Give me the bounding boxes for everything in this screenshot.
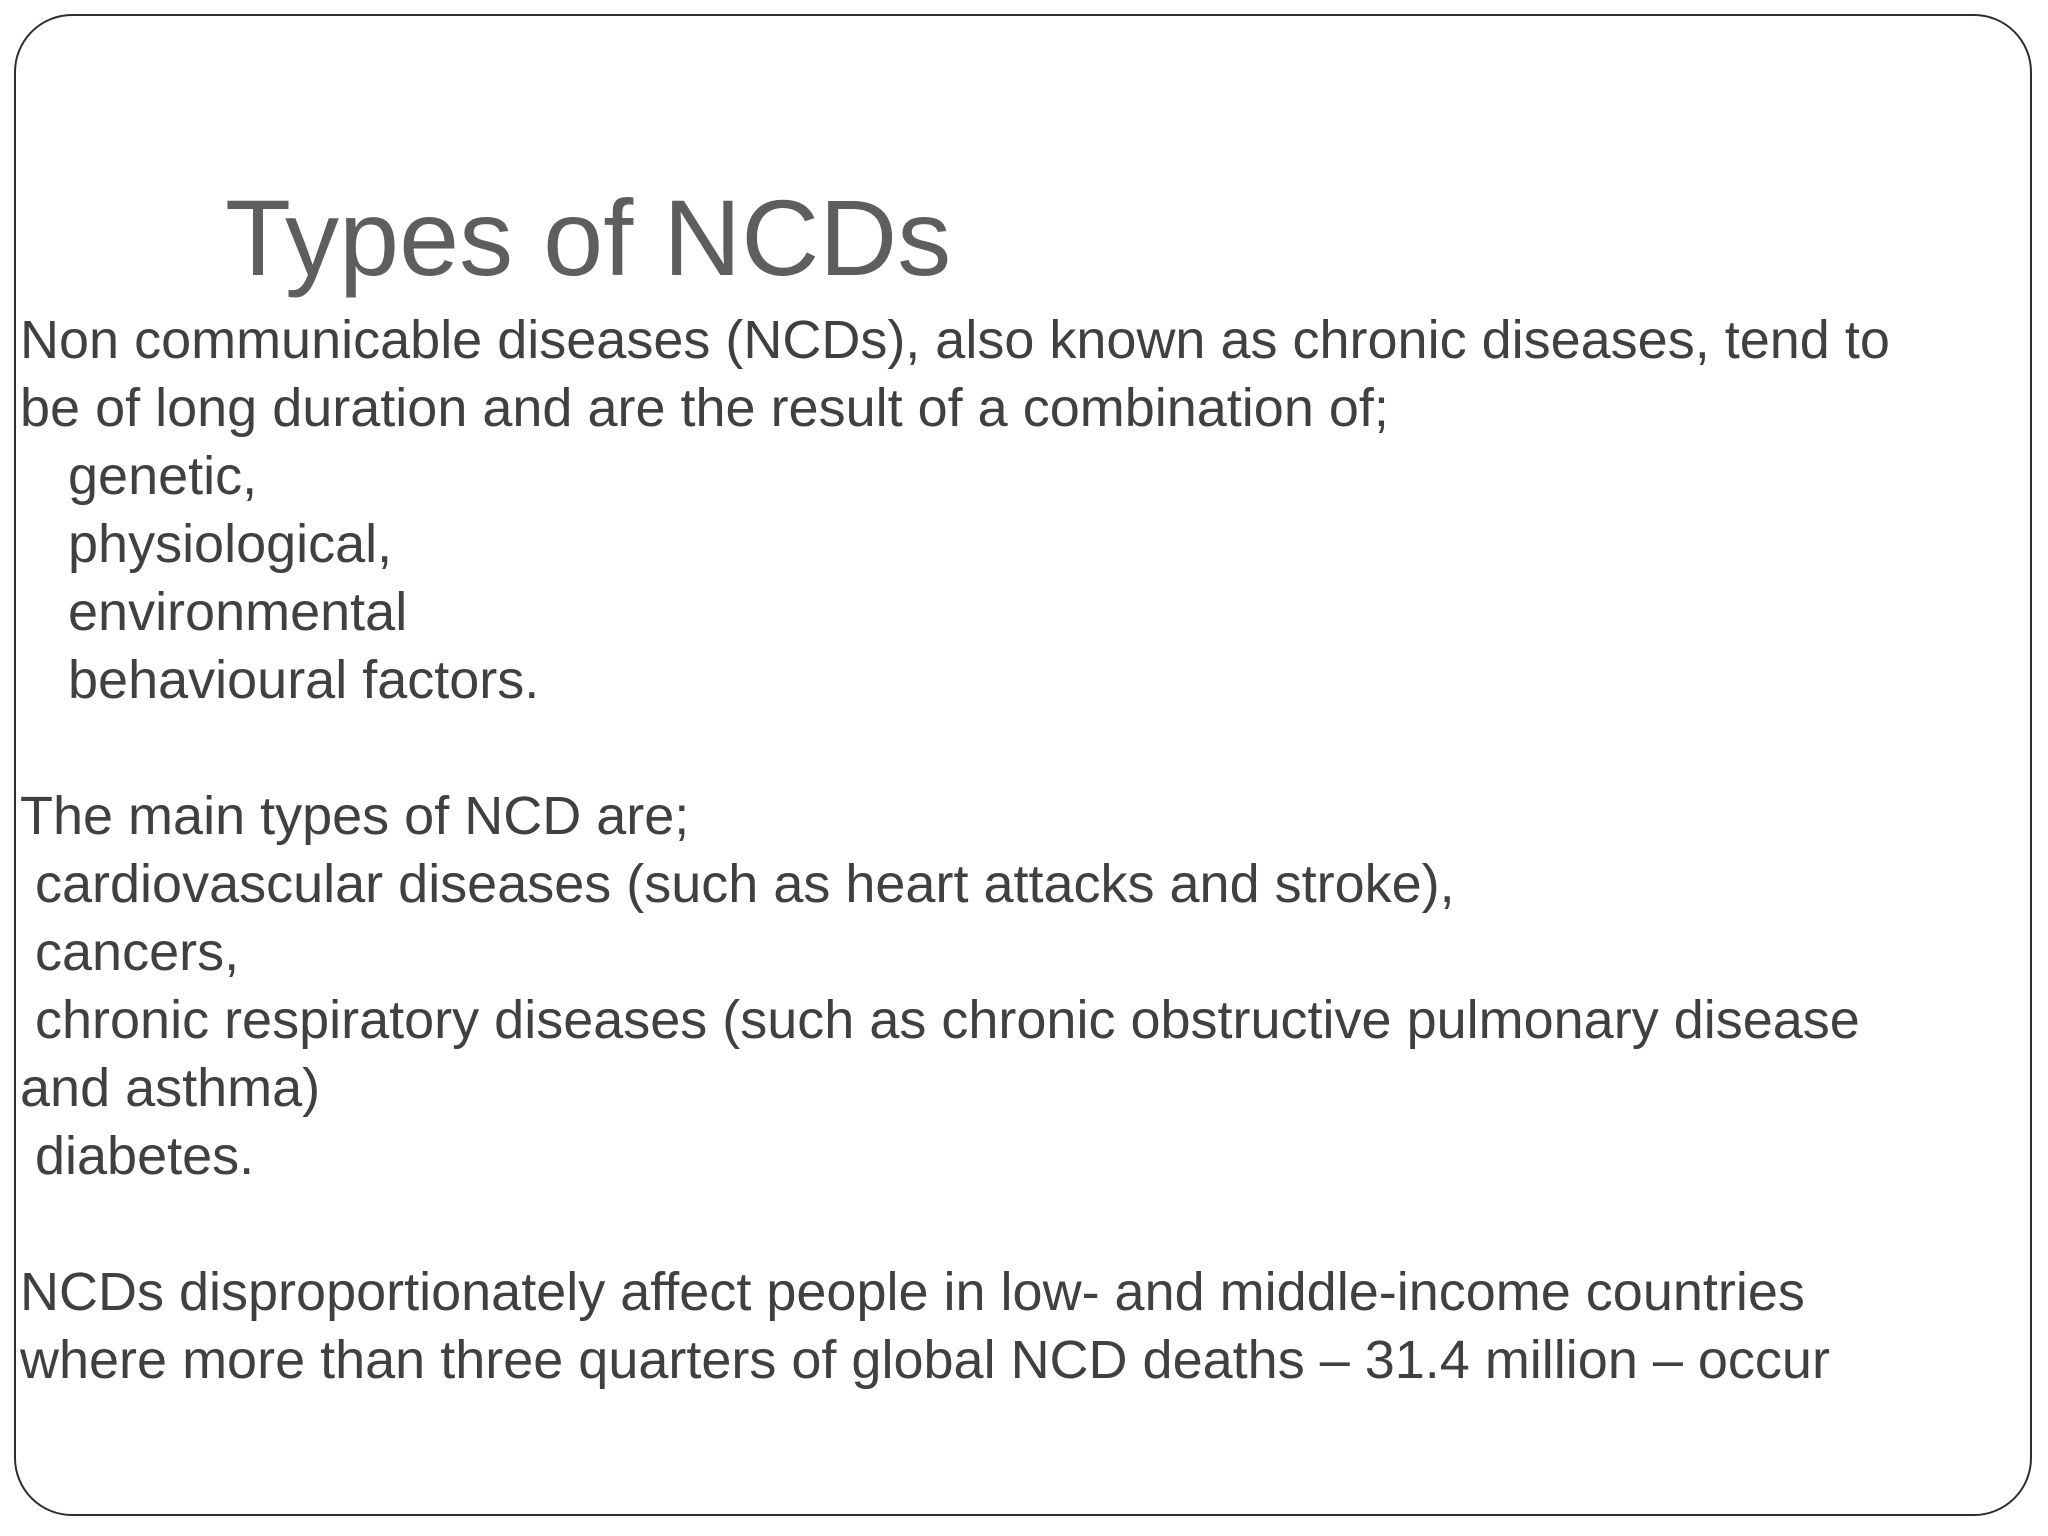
- closing-line-1: NCDs disproportionately affect people in low- and middle-income countries: [20, 1262, 1805, 1322]
- slide-title: Types of NCDs: [225, 177, 952, 298]
- intro-line-2: be of long duration and are the result of a combination of;: [20, 378, 1389, 438]
- type-cancers: cancers,: [35, 922, 240, 982]
- factor-environmental: environmental: [68, 582, 408, 642]
- type-diabetes: diabetes.: [35, 1126, 255, 1186]
- types-heading: The main types of NCD are;: [20, 786, 690, 846]
- type-cardiovascular: cardiovascular diseases (such as heart attacks and stroke),: [35, 854, 1455, 914]
- type-respiratory: chronic respiratory diseases (such as chronic obstructive pulmonary disease: [35, 990, 1860, 1050]
- factor-genetic: genetic,: [68, 446, 258, 506]
- closing-line-2: where more than three quarters of global NCD deaths – 31.4 million – occur: [20, 1330, 1830, 1390]
- spacer: [20, 1190, 2020, 1258]
- intro-line-1: Non communicable diseases (NCDs), also known as chronic diseases, tend to: [20, 310, 1890, 370]
- spacer: [20, 714, 2020, 782]
- factor-physiological: physiological,: [68, 514, 393, 574]
- type-respiratory-continuation: and asthma): [20, 1058, 321, 1118]
- slide-body: [20, 306, 2020, 1394]
- factor-behavioural: behavioural factors.: [68, 650, 540, 710]
